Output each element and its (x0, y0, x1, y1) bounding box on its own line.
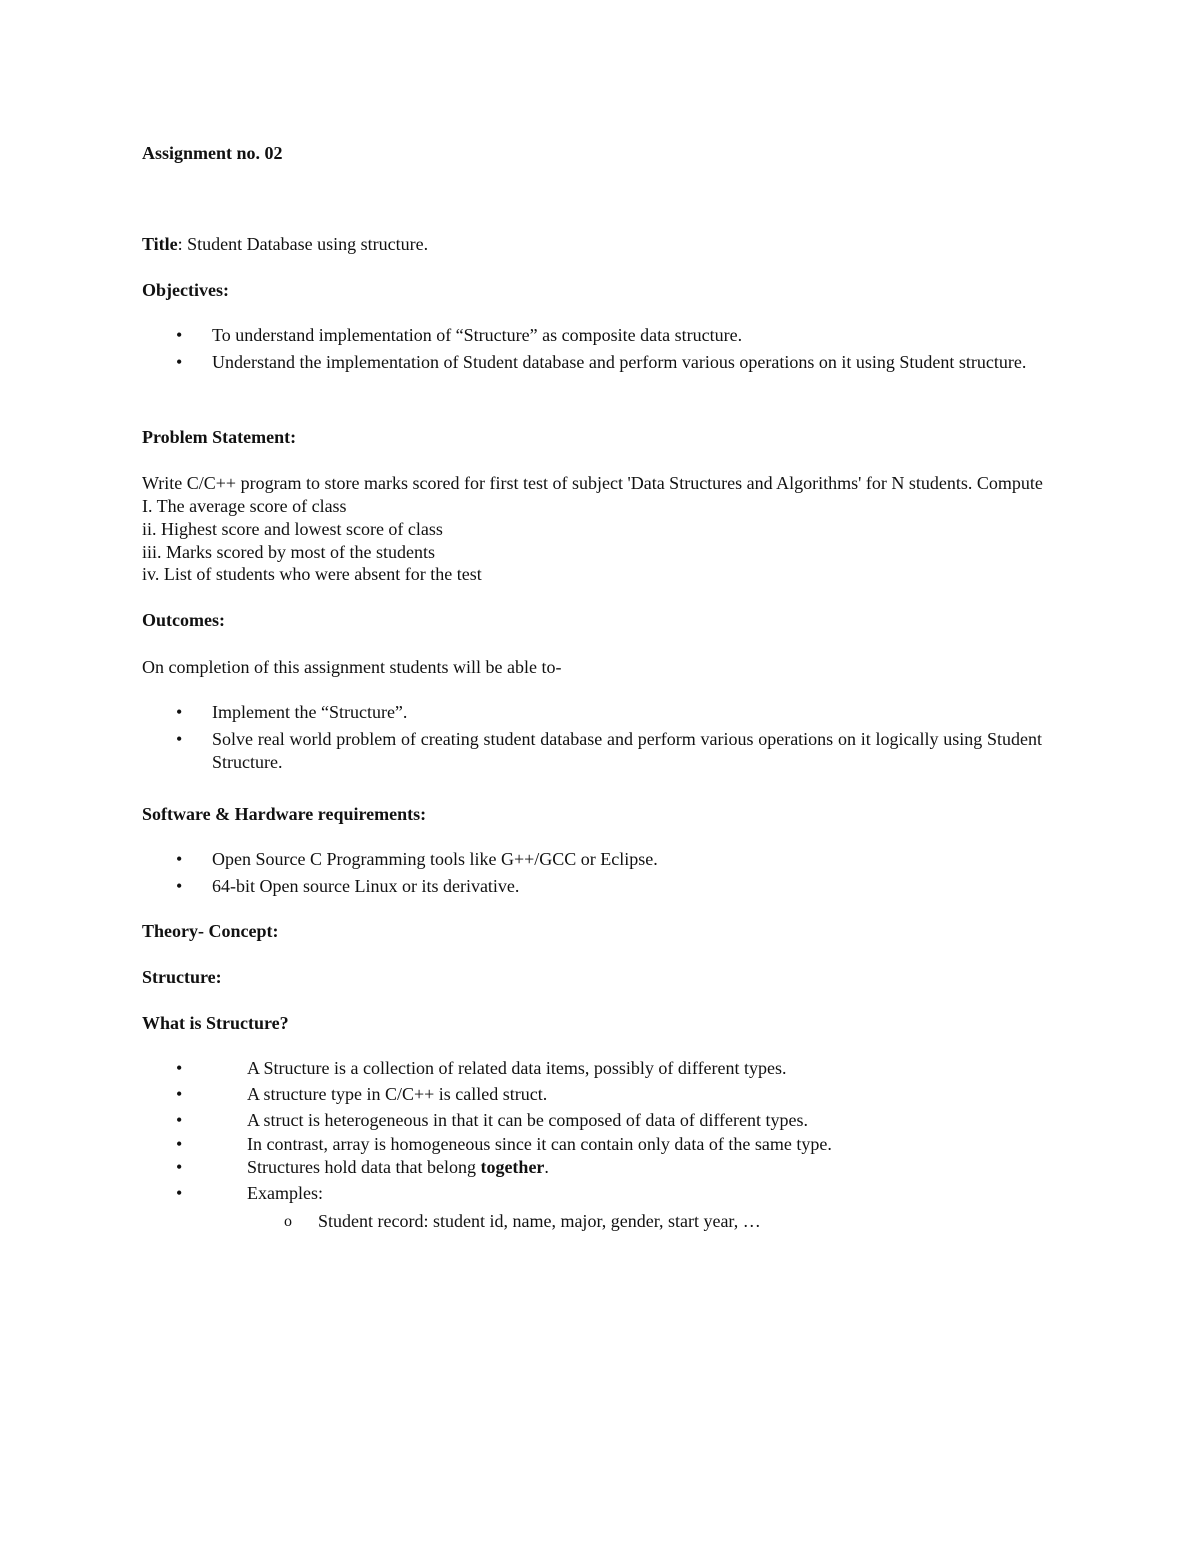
problem-line: iv. List of students who were absent for the test (142, 564, 482, 584)
theory-heading: Theory- Concept: (142, 921, 279, 941)
bullet-icon: • (176, 1110, 183, 1130)
problem-line: iii. Marks scored by most of the students (142, 542, 435, 562)
outcomes-intro: On completion of this assignment students will be able to- (142, 657, 562, 677)
problem-line: I. The average score of class (142, 496, 347, 516)
list-item: • Open Source C Programming tools like G++/GCC or Eclipse. (176, 849, 658, 869)
bullet-icon: • (176, 1183, 183, 1203)
examples-sublist (142, 1210, 1072, 1233)
bullet-icon: • (176, 849, 183, 869)
together-emphasis: together (480, 1157, 545, 1177)
bullet-icon: • (176, 1134, 183, 1154)
requirements-heading: Software & Hardware requirements: (142, 804, 427, 824)
list-item: • Examples: (176, 1183, 323, 1203)
list-item: • A struct is heterogeneous in that it can be composed of data of different types. (176, 1110, 809, 1130)
list-item: • In contrast, array is homogeneous since it can contain only data of the same type. (176, 1134, 832, 1154)
list-item: • A Structure is a collection of related data items, possibly of different types. (176, 1058, 787, 1078)
bullet-icon: • (176, 352, 183, 372)
list-item: • Understand the implementation of Student database and perform various operations on it using Student structure. (176, 352, 1027, 372)
bullet-icon: • (176, 876, 183, 896)
title-text: : Student Database using structure. (177, 234, 429, 254)
bullet-icon: • (176, 325, 183, 345)
bullet-icon: • (176, 1084, 183, 1104)
problem-line: ii. Highest score and lowest score of class (142, 519, 443, 539)
list-item: o Student record: student id, name, major, gender, start year, … (284, 1211, 761, 1231)
problem-statement (142, 472, 1072, 585)
title-label: Title (142, 234, 178, 254)
structure-heading: Structure: (142, 967, 222, 987)
bullet-icon: • (176, 1058, 183, 1078)
what-list (142, 1057, 1072, 1208)
outcomes-heading: Outcomes: (142, 610, 225, 630)
list-item: • Implement the “Structure”. (176, 702, 408, 722)
circle-bullet-icon: o (284, 1213, 292, 1230)
title-line (142, 233, 1072, 256)
list-item: • To understand implementation of “Structure” as composite data structure. (176, 325, 743, 345)
requirements-list (142, 848, 1072, 902)
list-item: • Solve real world problem of creating student database and perform various operations on it logically using Student Structure. (176, 729, 1042, 772)
what-heading: What is Structure? (142, 1013, 289, 1033)
problem-heading: Problem Statement: (142, 427, 297, 447)
list-item: • A structure type in C/C++ is called struct. (176, 1084, 548, 1104)
outcomes-list (142, 701, 1072, 778)
objectives-heading: Objectives: (142, 280, 229, 300)
bullet-icon: • (176, 1157, 183, 1177)
bullet-icon: • (176, 702, 183, 722)
list-item: • Structures hold data that belong together. (176, 1157, 549, 1177)
bullet-icon: • (176, 729, 183, 749)
assignment-heading: Assignment no. 02 (142, 143, 283, 163)
list-item: • 64-bit Open source Linux or its derivative. (176, 876, 520, 896)
problem-line: Write C/C++ program to store marks scored for first test of subject 'Data Structures and Algorithms' for N students. Compute (142, 473, 1043, 493)
objectives-list (142, 324, 1072, 378)
